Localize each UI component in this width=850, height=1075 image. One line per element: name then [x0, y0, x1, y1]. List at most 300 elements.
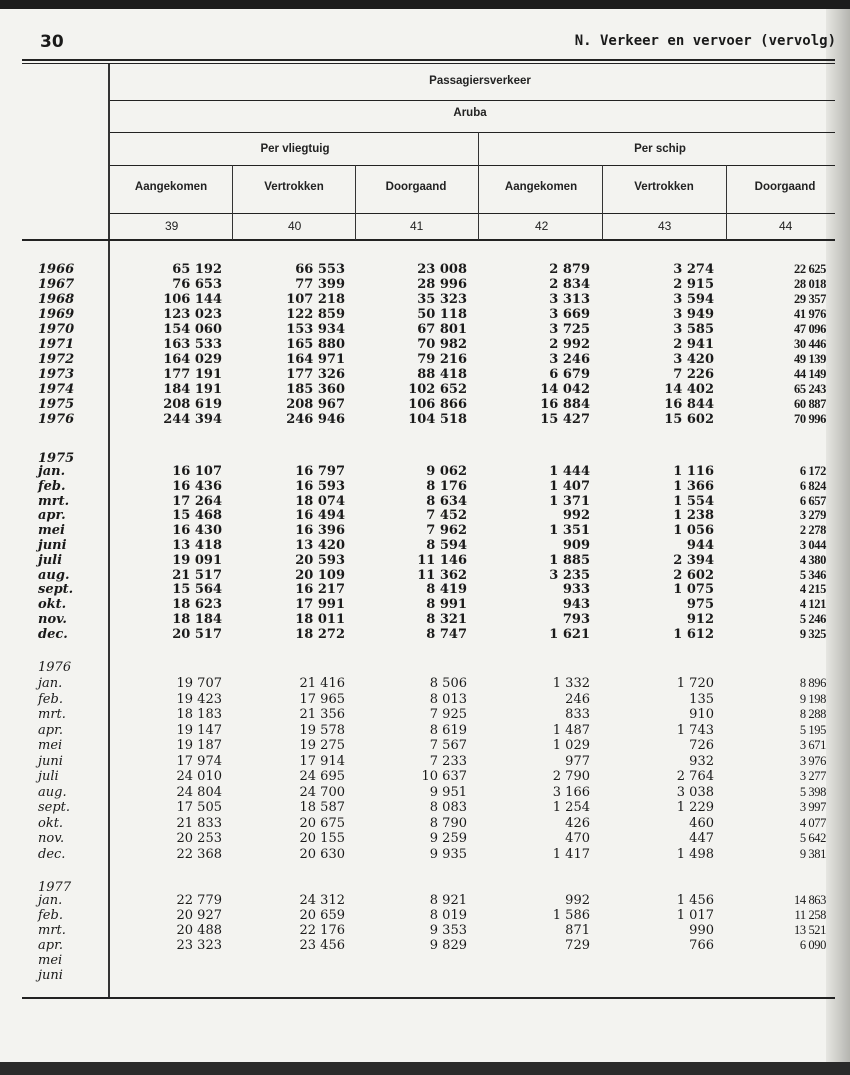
- cell-arrived-sea: 426: [565, 815, 590, 831]
- row-label: jan.: [38, 893, 63, 908]
- cell-transit-sea: 4 380: [799, 552, 826, 567]
- cell-departed-sea: 975: [686, 597, 714, 613]
- cell-departed-air: 20 109: [295, 567, 345, 583]
- cell-arrived-air: 244 394: [163, 412, 222, 427]
- row-label: sept.: [38, 582, 74, 598]
- cell-departed-air: 66 553: [295, 262, 345, 277]
- scan-top-edge: [0, 0, 850, 9]
- cell-departed-air: 19 275: [299, 738, 345, 753]
- cell-arrived-air: 20 253: [176, 831, 222, 846]
- cell-transit-sea: 60 887: [794, 397, 826, 411]
- column-header-arrived-air: Aangekomen: [134, 181, 208, 193]
- row-label: aug.: [38, 567, 70, 583]
- cell-departed-sea: 2 915: [673, 277, 714, 292]
- cell-arrived-air: 18 184: [172, 612, 222, 627]
- cell-arrived-sea: 2 834: [549, 277, 590, 292]
- cell-departed-sea: 1 017: [676, 908, 714, 923]
- cell-departed-air: 19 578: [299, 722, 345, 738]
- cell-transit-sea: 14 863: [794, 893, 826, 907]
- cell-arrived-sea: 933: [562, 582, 590, 598]
- cell-departed-air: 18 074: [295, 493, 345, 509]
- cell-departed-air: 20 659: [299, 908, 345, 923]
- cell-arrived-sea: 793: [562, 612, 590, 627]
- row-label: 1970: [38, 322, 75, 337]
- cell-departed-air: 16 494: [295, 508, 345, 524]
- cell-arrived-sea: 2 992: [549, 337, 590, 352]
- cell-departed-air: 164 971: [286, 352, 345, 367]
- cell-arrived-air: 15 564: [172, 582, 222, 598]
- cell-transit-sea: 22 625: [794, 262, 826, 276]
- cell-arrived-air: 163 533: [163, 337, 222, 352]
- cell-arrived-sea: 3 725: [549, 322, 590, 337]
- cell-transit-air: 35 323: [417, 292, 467, 307]
- cell-transit-sea: 5 195: [799, 722, 826, 737]
- cell-transit-air: 8 634: [426, 493, 467, 509]
- cell-departed-sea: 2 602: [673, 567, 714, 583]
- cell-departed-air: 246 946: [286, 412, 345, 427]
- column-header-departed-air: Vertrokken: [264, 181, 324, 193]
- cell-departed-sea: 1 720: [676, 676, 714, 691]
- cell-transit-sea: 3 277: [799, 769, 826, 783]
- cell-transit-air: 102 652: [408, 382, 467, 397]
- row-label: 1972: [38, 352, 75, 367]
- cell-transit-sea: 41 976: [794, 307, 826, 321]
- header-bottom-rule: [22, 239, 835, 241]
- row-label: mrt.: [38, 493, 70, 509]
- col-divider: [726, 165, 727, 240]
- cell-transit-sea: 11 258: [794, 908, 826, 922]
- cell-departed-sea: 3 594: [673, 292, 714, 307]
- row-label: dec.: [38, 626, 68, 642]
- cell-transit-air: 23 008: [417, 262, 467, 277]
- cell-departed-air: 16 396: [295, 523, 345, 539]
- cell-transit-sea: 29 357: [794, 292, 826, 306]
- cell-departed-sea: 2 394: [673, 552, 714, 568]
- cell-departed-air: 77 399: [295, 277, 345, 292]
- row-label: 1967: [38, 277, 75, 292]
- cell-departed-sea: 16 844: [664, 397, 714, 412]
- row-label: 1974: [38, 382, 75, 397]
- cell-transit-sea: 28 018: [794, 277, 826, 291]
- cell-arrived-air: 177 191: [163, 367, 222, 382]
- column-header-departed-sea: Vertrokken: [634, 181, 694, 193]
- cell-transit-sea: 6 090: [799, 938, 826, 952]
- page-number: 30: [40, 32, 64, 52]
- cell-transit-sea: 70 996: [794, 412, 826, 426]
- cell-arrived-air: 19 187: [176, 738, 222, 753]
- row-label: 1975: [38, 397, 75, 412]
- cell-transit-air: 8 176: [426, 478, 467, 494]
- cell-arrived-air: 18 183: [176, 707, 222, 722]
- cell-departed-sea: 1 229: [676, 800, 714, 815]
- cell-transit-sea: 3 044: [799, 538, 826, 552]
- cell-arrived-sea: 1 487: [552, 722, 590, 738]
- cell-arrived-air: 22 779: [176, 893, 222, 908]
- cell-transit-air: 104 518: [408, 412, 467, 427]
- cell-departed-air: 16 217: [295, 582, 345, 598]
- cell-departed-sea: 1 612: [673, 626, 714, 642]
- cell-transit-sea: 5 246: [799, 612, 826, 626]
- cell-departed-sea: 1 498: [676, 846, 714, 862]
- cell-transit-air: 9 935: [429, 846, 467, 862]
- cell-arrived-sea: 977: [565, 753, 590, 769]
- cell-departed-air: 107 218: [286, 292, 345, 307]
- cell-departed-sea: 7 226: [673, 367, 714, 382]
- cell-transit-sea: 47 096: [794, 322, 826, 336]
- row-label: juli: [38, 769, 59, 784]
- cell-transit-sea: 5 346: [799, 567, 826, 582]
- cell-transit-air: 9 829: [429, 938, 467, 953]
- column-number: 39: [165, 219, 179, 233]
- cell-departed-sea: 932: [689, 753, 714, 769]
- cell-departed-air: 24 695: [299, 769, 345, 784]
- cell-transit-sea: 44 149: [794, 367, 826, 381]
- col-divider: [602, 165, 603, 240]
- cell-transit-air: 67 801: [417, 322, 467, 337]
- cell-transit-sea: 4 121: [799, 597, 826, 612]
- cell-arrived-sea: 1 417: [552, 846, 590, 862]
- cell-departed-air: 20 630: [299, 846, 345, 862]
- cell-departed-sea: 2 764: [676, 769, 714, 784]
- cell-arrived-sea: 470: [565, 831, 590, 846]
- cell-transit-sea: 65 243: [794, 382, 826, 396]
- row-label: okt.: [38, 597, 67, 613]
- row-label: apr.: [38, 938, 63, 953]
- cell-transit-sea: 3 279: [799, 508, 826, 523]
- stub-divider: [108, 64, 110, 998]
- cell-departed-air: 21 416: [299, 676, 345, 691]
- scan-bottom-edge: [0, 1062, 850, 1075]
- cell-transit-air: 8 594: [426, 538, 467, 553]
- cell-departed-air: 17 914: [299, 753, 345, 769]
- cell-arrived-sea: 1 371: [549, 493, 590, 509]
- row-label: 1969: [38, 307, 75, 322]
- cell-transit-air: 9 951: [429, 784, 467, 800]
- block-year-label: 1977: [38, 880, 72, 895]
- cell-arrived-air: 19 147: [176, 722, 222, 738]
- cell-arrived-sea: 992: [562, 508, 590, 524]
- column-number: 42: [535, 219, 549, 233]
- row-label: 1968: [38, 292, 75, 307]
- cell-departed-air: 208 967: [286, 397, 345, 412]
- cell-arrived-air: 21 833: [176, 815, 222, 831]
- cell-transit-air: 50 118: [417, 307, 467, 322]
- row-label: jan.: [38, 464, 66, 479]
- cell-transit-sea: 2 278: [799, 523, 826, 538]
- cell-departed-sea: 990: [689, 923, 714, 938]
- row-label: 1966: [38, 262, 75, 277]
- cell-transit-air: 8 019: [429, 908, 467, 923]
- row-label: okt.: [38, 815, 64, 831]
- cell-arrived-air: 16 107: [172, 464, 222, 479]
- cell-departed-sea: 1 554: [673, 493, 714, 509]
- cell-transit-sea: 6 172: [799, 464, 826, 478]
- cell-transit-air: 7 452: [426, 508, 467, 524]
- cell-arrived-sea: 1 586: [552, 908, 590, 923]
- cell-arrived-sea: 943: [562, 597, 590, 613]
- row-label: apr.: [38, 722, 63, 738]
- cell-arrived-air: 23 323: [176, 938, 222, 953]
- cell-transit-sea: 9 325: [799, 626, 826, 641]
- cell-transit-air: 8 747: [426, 626, 467, 642]
- cell-arrived-sea: 15 427: [540, 412, 590, 427]
- cell-departed-air: 153 934: [286, 322, 345, 337]
- cell-transit-sea: 9 381: [799, 846, 826, 861]
- cell-arrived-air: 19 707: [176, 676, 222, 691]
- cell-arrived-sea: 6 679: [549, 367, 590, 382]
- row-label: 1971: [38, 337, 75, 352]
- cell-arrived-air: 76 653: [172, 277, 222, 292]
- cell-departed-air: 165 880: [286, 337, 345, 352]
- row-label: mei: [38, 738, 63, 753]
- row-label: juni: [38, 968, 63, 983]
- cell-arrived-air: 20 488: [176, 923, 222, 938]
- cell-transit-air: 9 259: [429, 831, 467, 846]
- cell-departed-sea: 15 602: [664, 412, 714, 427]
- row-label: dec.: [38, 846, 66, 862]
- cell-arrived-air: 65 192: [172, 262, 222, 277]
- cell-transit-air: 9 062: [426, 464, 467, 479]
- cell-transit-sea: 4 215: [799, 582, 826, 597]
- cell-arrived-sea: 3 166: [552, 784, 590, 800]
- row-label: apr.: [38, 508, 66, 524]
- cell-departed-sea: 3 274: [673, 262, 714, 277]
- column-number: 44: [779, 219, 793, 233]
- cell-departed-air: 20 155: [299, 831, 345, 846]
- cell-transit-air: 8 619: [429, 722, 467, 738]
- cell-departed-air: 24 312: [299, 893, 345, 908]
- cell-arrived-air: 19 091: [172, 552, 222, 568]
- row-label: feb.: [38, 908, 63, 923]
- cell-departed-sea: 3 038: [676, 784, 714, 800]
- cell-arrived-sea: 2 790: [552, 769, 590, 784]
- cell-transit-sea: 8 288: [799, 707, 826, 721]
- cell-arrived-sea: 246: [565, 691, 590, 707]
- cell-arrived-air: 24 010: [176, 769, 222, 784]
- cell-arrived-sea: 1 029: [552, 738, 590, 753]
- cell-arrived-air: 18 623: [172, 597, 222, 613]
- cell-arrived-air: 123 023: [163, 307, 222, 322]
- cell-transit-sea: 6 657: [799, 493, 826, 508]
- row-label: mei: [38, 953, 63, 968]
- cell-departed-sea: 944: [686, 538, 714, 553]
- cell-transit-air: 28 996: [417, 277, 467, 292]
- cell-transit-air: 8 321: [426, 612, 467, 627]
- cell-departed-sea: 3 420: [673, 352, 714, 367]
- cell-departed-air: 13 420: [295, 538, 345, 553]
- cell-transit-air: 11 362: [417, 567, 467, 583]
- cell-arrived-sea: 729: [565, 938, 590, 953]
- cell-departed-air: 23 456: [299, 938, 345, 953]
- cell-transit-air: 7 567: [429, 738, 467, 753]
- cell-departed-sea: 1 743: [676, 722, 714, 738]
- cell-arrived-sea: 1 621: [549, 626, 590, 642]
- cell-arrived-sea: 909: [562, 538, 590, 553]
- column-header-arrived-sea: Aangekomen: [504, 181, 578, 193]
- cell-arrived-sea: 16 884: [540, 397, 590, 412]
- cell-transit-air: 8 013: [429, 691, 467, 707]
- header-mode-sea: Per schip: [634, 143, 686, 155]
- cell-transit-sea: 5 398: [799, 784, 826, 799]
- cell-arrived-sea: 3 669: [549, 307, 590, 322]
- row-label: juni: [38, 753, 63, 769]
- col-divider: [355, 165, 356, 240]
- cell-arrived-sea: 3 246: [549, 352, 590, 367]
- cell-arrived-air: 17 974: [176, 753, 222, 769]
- cell-transit-sea: 6 824: [799, 478, 826, 493]
- cell-transit-air: 106 866: [408, 397, 467, 412]
- cell-arrived-air: 16 430: [172, 523, 222, 539]
- column-number: 43: [658, 219, 672, 233]
- cell-arrived-air: 20 927: [176, 908, 222, 923]
- cell-arrived-air: 24 804: [176, 784, 222, 800]
- row-label: nov.: [38, 612, 67, 627]
- cell-departed-air: 18 011: [295, 612, 345, 627]
- cell-arrived-sea: 833: [565, 707, 590, 722]
- cell-transit-sea: 8 896: [799, 676, 826, 690]
- cell-transit-air: 11 146: [417, 552, 467, 568]
- cell-arrived-sea: 871: [565, 923, 590, 938]
- header-group: Passagiersverkeer: [429, 75, 531, 87]
- cell-arrived-sea: 1 254: [552, 800, 590, 815]
- row-label: aug.: [38, 784, 67, 800]
- cell-departed-sea: 1 075: [673, 582, 714, 598]
- cell-departed-sea: 912: [686, 612, 714, 627]
- header-island: Aruba: [453, 107, 487, 119]
- cell-departed-air: 24 700: [299, 784, 345, 800]
- cell-arrived-air: 16 436: [172, 478, 222, 494]
- table-top-rule-2: [22, 63, 835, 64]
- cell-arrived-sea: 3 235: [549, 567, 590, 583]
- cell-transit-sea: 3 671: [799, 738, 826, 752]
- cell-arrived-air: 164 029: [163, 352, 222, 367]
- rule: [110, 132, 835, 133]
- cell-departed-air: 20 593: [295, 552, 345, 568]
- cell-departed-sea: 135: [689, 691, 714, 707]
- cell-transit-air: 70 982: [417, 337, 467, 352]
- cell-departed-air: 16 797: [295, 464, 345, 479]
- cell-departed-air: 20 675: [299, 815, 345, 831]
- cell-arrived-air: 21 517: [172, 567, 222, 583]
- col-divider: [232, 165, 233, 240]
- page-binding-shadow: [826, 9, 850, 1062]
- cell-departed-sea: 447: [689, 831, 714, 846]
- column-header-transit-sea: Doorgaand: [754, 181, 816, 193]
- cell-arrived-sea: 1 351: [549, 523, 590, 539]
- row-label: juli: [38, 552, 63, 568]
- cell-arrived-air: 19 423: [176, 691, 222, 707]
- row-label: jan.: [38, 676, 63, 691]
- cell-arrived-air: 184 191: [163, 382, 222, 397]
- cell-transit-air: 8 419: [426, 582, 467, 598]
- cell-arrived-sea: 1 444: [549, 464, 590, 479]
- cell-transit-sea: 13 521: [794, 923, 826, 937]
- cell-departed-air: 17 965: [299, 691, 345, 707]
- cell-transit-sea: 3 976: [799, 753, 826, 768]
- cell-arrived-air: 154 060: [163, 322, 222, 337]
- cell-departed-air: 21 356: [299, 707, 345, 722]
- cell-departed-sea: 1 116: [673, 464, 714, 479]
- cell-transit-air: 8 991: [426, 597, 467, 613]
- cell-departed-sea: 3 949: [673, 307, 714, 322]
- cell-arrived-sea: 992: [565, 893, 590, 908]
- cell-arrived-air: 17 264: [172, 493, 222, 509]
- cell-departed-air: 16 593: [295, 478, 345, 494]
- table-top-rule: [22, 59, 835, 61]
- row-label: sept.: [38, 800, 71, 815]
- row-label: 1976: [38, 412, 75, 427]
- cell-arrived-air: 22 368: [176, 846, 222, 862]
- cell-arrived-sea: 1 332: [552, 676, 590, 691]
- block-year-label: 1976: [38, 660, 72, 675]
- row-label: 1973: [38, 367, 75, 382]
- cell-departed-sea: 766: [689, 938, 714, 953]
- cell-departed-sea: 1 238: [673, 508, 714, 524]
- cell-arrived-air: 17 505: [176, 800, 222, 815]
- cell-transit-air: 7 233: [429, 753, 467, 769]
- cell-arrived-sea: 2 879: [549, 262, 590, 277]
- row-label: feb.: [38, 691, 63, 707]
- cell-transit-air: 8 790: [429, 815, 467, 831]
- column-number: 40: [288, 219, 302, 233]
- column-number: 41: [410, 219, 424, 233]
- running-title: N. Verkeer en vervoer (vervolg): [574, 33, 836, 49]
- cell-arrived-sea: 3 313: [549, 292, 590, 307]
- column-header-transit-air: Doorgaand: [385, 181, 447, 193]
- mode-divider: [478, 132, 479, 240]
- cell-arrived-air: 15 468: [172, 508, 222, 524]
- table-bottom-rule: [22, 997, 835, 999]
- row-label: mei: [38, 523, 65, 539]
- cell-departed-sea: 14 402: [664, 382, 714, 397]
- row-label: nov.: [38, 831, 65, 846]
- cell-departed-sea: 460: [689, 815, 714, 831]
- cell-transit-air: 79 216: [417, 352, 467, 367]
- row-label: feb.: [38, 478, 66, 494]
- cell-departed-air: 22 176: [299, 923, 345, 938]
- cell-transit-air: 8 921: [429, 893, 467, 908]
- cell-transit-air: 7 962: [426, 523, 467, 539]
- cell-transit-sea: 30 446: [794, 337, 826, 351]
- cell-arrived-sea: 1 885: [549, 552, 590, 568]
- row-label: juni: [38, 538, 67, 553]
- cell-transit-sea: 49 139: [794, 352, 826, 366]
- cell-departed-air: 177 326: [286, 367, 345, 382]
- cell-transit-sea: 4 077: [799, 815, 826, 830]
- cell-arrived-air: 20 517: [172, 626, 222, 642]
- cell-arrived-air: 106 144: [163, 292, 222, 307]
- cell-departed-sea: 1 456: [676, 893, 714, 908]
- cell-departed-air: 17 991: [295, 597, 345, 613]
- cell-transit-sea: 9 198: [799, 691, 826, 706]
- cell-transit-air: 9 353: [429, 923, 467, 938]
- rule: [110, 100, 835, 101]
- cell-transit-air: 8 083: [429, 800, 467, 815]
- cell-transit-air: 7 925: [429, 707, 467, 722]
- cell-departed-sea: 1 366: [673, 478, 714, 494]
- cell-arrived-sea: 14 042: [540, 382, 590, 397]
- cell-transit-sea: 3 997: [799, 800, 826, 814]
- cell-departed-sea: 3 585: [673, 322, 714, 337]
- cell-arrived-air: 208 619: [163, 397, 222, 412]
- cell-transit-air: 8 506: [429, 676, 467, 691]
- cell-departed-air: 18 587: [299, 800, 345, 815]
- cell-departed-air: 185 360: [286, 382, 345, 397]
- cell-transit-air: 10 637: [421, 769, 467, 784]
- cell-arrived-sea: 1 407: [549, 478, 590, 494]
- row-label: mrt.: [38, 923, 66, 938]
- row-label: mrt.: [38, 707, 66, 722]
